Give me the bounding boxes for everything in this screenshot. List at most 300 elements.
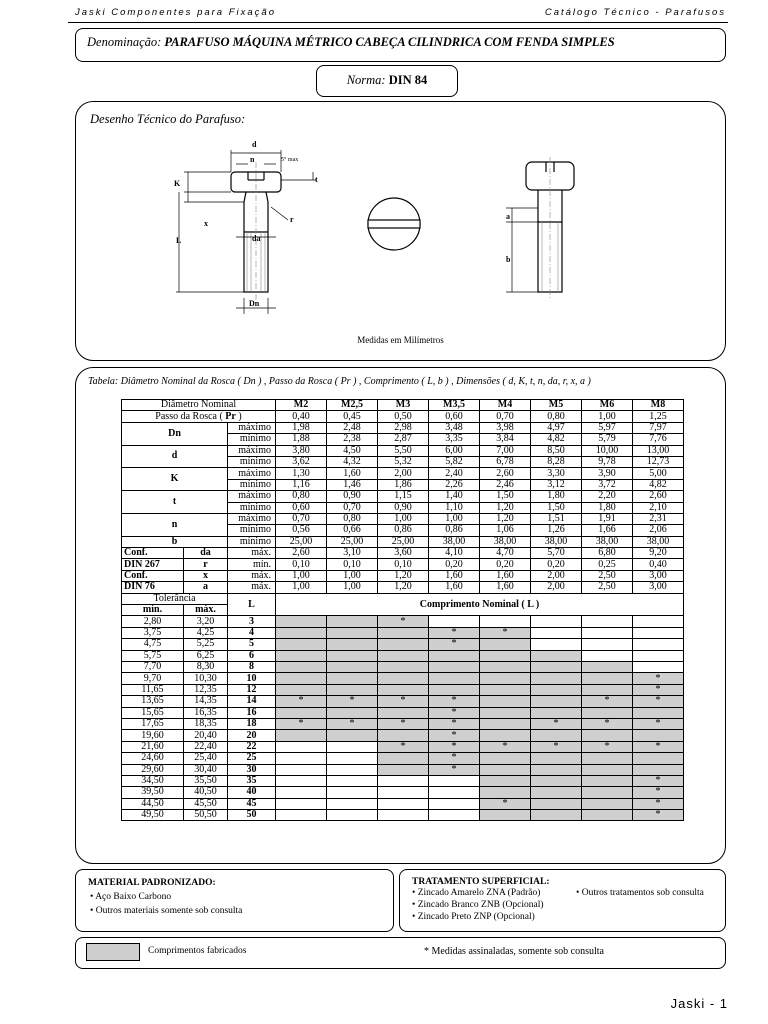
- empty-cell: [276, 764, 327, 775]
- table-cell: 1,60: [429, 582, 480, 593]
- tolerance-max: 40,50: [184, 787, 228, 798]
- length-L: 3: [228, 616, 276, 627]
- material-item: • Aço Baixo Carbono: [90, 892, 172, 902]
- tolerance-max: 45,50: [184, 798, 228, 809]
- table-cell: 13,00: [633, 445, 684, 456]
- length-L: 30: [228, 764, 276, 775]
- fabricated-cell: [480, 639, 531, 650]
- label-t: t: [315, 175, 318, 184]
- fabricated-cell: [480, 775, 531, 786]
- table-cell: 0,20: [531, 559, 582, 570]
- table-cell: 2,46: [480, 479, 531, 490]
- length-L: 14: [228, 696, 276, 707]
- label-d: d: [252, 140, 257, 149]
- table-cell: 1,80: [582, 502, 633, 513]
- table-row: [122, 536, 684, 547]
- table-cell: 2,20: [582, 491, 633, 502]
- fabricated-cell: [429, 684, 480, 695]
- table-cell: 5,97: [582, 422, 633, 433]
- fabricated-cell: [531, 753, 582, 764]
- table-cell: 1,00: [378, 513, 429, 524]
- fabricated-cell: [480, 696, 531, 707]
- table-cell: 38,00: [429, 536, 480, 547]
- table-cell: 1,06: [480, 525, 531, 536]
- table-row: [122, 810, 684, 821]
- table-cell: 2,00: [378, 468, 429, 479]
- fabricated-cell: [582, 753, 633, 764]
- table-cell: 0,90: [378, 502, 429, 513]
- empty-cell: [327, 764, 378, 775]
- empty-cell: [531, 627, 582, 638]
- table-cell: 38,00: [633, 536, 684, 547]
- fabricated-cell: *: [327, 718, 378, 729]
- fabricated-cell: [276, 639, 327, 650]
- dimension-name: n: [122, 513, 228, 536]
- table-row: [122, 513, 684, 524]
- qualifier: máximo: [228, 513, 276, 524]
- tolerance-max: 12,35: [184, 684, 228, 695]
- tolerance-max: 50,50: [184, 810, 228, 821]
- empty-cell: [327, 810, 378, 821]
- fabricated-cell: [378, 673, 429, 684]
- fabricated-cell: *: [480, 627, 531, 638]
- table-cell: 1,20: [480, 513, 531, 524]
- fabricated-cell: [480, 730, 531, 741]
- fabricated-cell: *: [327, 696, 378, 707]
- empty-cell: [378, 775, 429, 786]
- table-row: [122, 673, 684, 684]
- fabricated-cell: [327, 661, 378, 672]
- table-cell: 0,20: [429, 559, 480, 570]
- treatment-box: [399, 869, 726, 932]
- material-title: MATERIAL PADRONIZADO:: [88, 878, 216, 888]
- table-cell: 1,51: [531, 513, 582, 524]
- table-cell: 4,97: [531, 422, 582, 433]
- fabricated-cell: *: [633, 696, 684, 707]
- fabricated-cell: [480, 650, 531, 661]
- fabricated-cell: [327, 730, 378, 741]
- table-row: [122, 411, 684, 422]
- fabricated-cell: [378, 627, 429, 638]
- table-row: [122, 650, 684, 661]
- table-cell: 5,79: [582, 434, 633, 445]
- min-header: mín.: [122, 605, 184, 616]
- fabricated-cell: [327, 673, 378, 684]
- legend-box: [75, 937, 726, 969]
- table-cell: 1,10: [429, 502, 480, 513]
- table-cell: 5,50: [378, 445, 429, 456]
- table-row: [122, 445, 684, 456]
- drawing-panel: [75, 101, 726, 361]
- fabricated-cell: [582, 798, 633, 809]
- fabricated-cell: [276, 673, 327, 684]
- table-cell: 8,50: [531, 445, 582, 456]
- header-company: Jaski Componentes para Fixação: [75, 7, 276, 18]
- empty-cell: [531, 639, 582, 650]
- fabricated-cell: *: [633, 741, 684, 752]
- table-row: [122, 548, 684, 559]
- size-header: M2: [276, 400, 327, 411]
- treatment-extra: • Outros tratamentos sob consulta: [576, 888, 704, 898]
- tolerance-min: 44,50: [122, 798, 184, 809]
- tolerance-max: 8,30: [184, 661, 228, 672]
- qualifier: mínimo: [228, 502, 276, 513]
- tolerance-min: 4,75: [122, 639, 184, 650]
- empty-cell: [582, 639, 633, 650]
- fabricated-cell: *: [429, 764, 480, 775]
- fabricated-cell: [480, 684, 531, 695]
- tolerance-min: 19,60: [122, 730, 184, 741]
- table-cell: 2,50: [582, 582, 633, 593]
- empty-cell: [582, 616, 633, 627]
- table-row: [122, 730, 684, 741]
- table-cell: 2,60: [480, 468, 531, 479]
- conf-symbol: x: [184, 570, 228, 581]
- table-cell: 1,00: [276, 582, 327, 593]
- fabricated-cell: *: [633, 810, 684, 821]
- conf-symbol: a: [184, 582, 228, 593]
- fabricated-cell: [327, 707, 378, 718]
- table-row: [122, 718, 684, 729]
- table-cell: 3,80: [276, 445, 327, 456]
- conf-group: Conf.: [122, 548, 184, 559]
- page-footer: Jaski - 1: [670, 996, 728, 1011]
- table-cell: 0,20: [480, 559, 531, 570]
- table-cell: 1,00: [276, 570, 327, 581]
- empty-cell: [327, 787, 378, 798]
- table-cell: 3,72: [582, 479, 633, 490]
- table-cell: 3,35: [429, 434, 480, 445]
- table-cell: 0,10: [378, 559, 429, 570]
- table-cell: 1,00: [429, 513, 480, 524]
- empty-cell: [327, 775, 378, 786]
- tolerance-min: 21,60: [122, 741, 184, 752]
- size-header: M5: [531, 400, 582, 411]
- empty-cell: [378, 798, 429, 809]
- table-caption: Tabela: Diâmetro Nominal da Rosca ( Dn ) , Passo da Rosca ( Pr ) , Comprimento ( L, b ) , Dimensões ( d, K, t, n, da, r, x, a ): [88, 376, 591, 387]
- tolerance-min: 3,75: [122, 627, 184, 638]
- fabricated-cell: [480, 764, 531, 775]
- tolerance-max: 4,25: [184, 627, 228, 638]
- table-cell: 2,26: [429, 479, 480, 490]
- table-cell: 1,40: [429, 491, 480, 502]
- fabricated-cell: *: [531, 718, 582, 729]
- label-Dn: Dn: [249, 299, 260, 308]
- denomination-label: Denominação:: [87, 35, 162, 49]
- table-cell: 4,70: [480, 548, 531, 559]
- empty-cell: [276, 775, 327, 786]
- qualifier: mínimo: [228, 456, 276, 467]
- fabricated-cell: *: [378, 718, 429, 729]
- empty-cell: [429, 616, 480, 627]
- table-cell: 2,10: [633, 502, 684, 513]
- tolerance-max: 20,40: [184, 730, 228, 741]
- fabricated-cell: [531, 661, 582, 672]
- tolerance-min: 15,65: [122, 707, 184, 718]
- dimension-name: Dn: [122, 422, 228, 445]
- table-cell: 9,78: [582, 456, 633, 467]
- empty-cell: [276, 810, 327, 821]
- table-cell: 2,60: [633, 491, 684, 502]
- fabricated-cell: [582, 764, 633, 775]
- empty-cell: [429, 810, 480, 821]
- table-row: [122, 639, 684, 650]
- tolerance-min: 24,60: [122, 753, 184, 764]
- material-box: [75, 869, 394, 932]
- fabricated-cell: *: [633, 798, 684, 809]
- treatment-item: • Zincado Branco ZNB (Opcional): [412, 900, 544, 910]
- table-cell: 1,50: [480, 491, 531, 502]
- table-cell: 0,50: [378, 411, 429, 422]
- table-cell: 2,00: [531, 582, 582, 593]
- dimension-table-panel: [75, 367, 726, 864]
- table-cell: 3,00: [633, 582, 684, 593]
- size-header: M2,5: [327, 400, 378, 411]
- table-cell: 8,28: [531, 456, 582, 467]
- fabricated-cell: [531, 696, 582, 707]
- fabricated-cell: [633, 753, 684, 764]
- table-cell: 7,00: [480, 445, 531, 456]
- table-cell: 5,00: [633, 468, 684, 479]
- table-cell: 0,25: [582, 559, 633, 570]
- table-cell: 3,62: [276, 456, 327, 467]
- empty-cell: [582, 650, 633, 661]
- qualifier: máximo: [228, 468, 276, 479]
- table-cell: 1,30: [276, 468, 327, 479]
- fabricated-cell: [582, 810, 633, 821]
- table-row: [122, 422, 684, 433]
- label-a: a: [506, 212, 510, 221]
- max-header: máx.: [184, 605, 228, 616]
- length-L: 16: [228, 707, 276, 718]
- denomination-value: PARAFUSO MÁQUINA MÉTRICO CABEÇA CILINDRICA COM FENDA SIMPLES: [164, 35, 615, 49]
- table-cell: 4,32: [327, 456, 378, 467]
- dimension-name: K: [122, 468, 228, 491]
- tolerance-min: 11,65: [122, 684, 184, 695]
- empty-cell: [582, 627, 633, 638]
- norma-label: Norma:: [346, 73, 386, 87]
- fabricated-cell: [429, 673, 480, 684]
- tolerance-min: 29,60: [122, 764, 184, 775]
- tolerance-min: 5,75: [122, 650, 184, 661]
- table-cell: 1,46: [327, 479, 378, 490]
- fabricated-cell: *: [429, 730, 480, 741]
- fabricated-cell: [276, 627, 327, 638]
- empty-cell: [633, 661, 684, 672]
- screw-technical-drawing: [76, 102, 725, 332]
- table-row: [122, 491, 684, 502]
- table-cell: 0,90: [327, 491, 378, 502]
- length-L: 25: [228, 753, 276, 764]
- tolerance-max: 22,40: [184, 741, 228, 752]
- table-cell: 7,97: [633, 422, 684, 433]
- table-cell: 4,10: [429, 548, 480, 559]
- table-cell: 2,48: [327, 422, 378, 433]
- table-cell: 1,50: [531, 502, 582, 513]
- table-row: [122, 775, 684, 786]
- empty-cell: [276, 753, 327, 764]
- table-cell: 1,00: [327, 570, 378, 581]
- fabricated-cell: [276, 707, 327, 718]
- fabricated-cell: [531, 650, 582, 661]
- fabricated-cell: [429, 650, 480, 661]
- L-header: L: [228, 593, 276, 616]
- empty-cell: [276, 798, 327, 809]
- fabricated-cell: *: [633, 787, 684, 798]
- fabricated-cell: *: [633, 684, 684, 695]
- table-cell: 1,20: [378, 570, 429, 581]
- fabricated-cell: [582, 707, 633, 718]
- qualifier: máx.: [228, 570, 276, 581]
- empty-cell: [480, 616, 531, 627]
- qualifier: máx.: [228, 548, 276, 559]
- fabricated-cell: [378, 730, 429, 741]
- table-cell: 3,90: [582, 468, 633, 479]
- table-cell: 5,70: [531, 548, 582, 559]
- table-row: [122, 616, 684, 627]
- tolerance-max: 35,50: [184, 775, 228, 786]
- table-cell: 0,40: [633, 559, 684, 570]
- fabricated-cell: [582, 673, 633, 684]
- table-row: [122, 627, 684, 638]
- length-L: 18: [228, 718, 276, 729]
- fabricated-cell: [582, 787, 633, 798]
- qualifier: máx.: [228, 582, 276, 593]
- table-row: [122, 696, 684, 707]
- fabricated-cell: [480, 718, 531, 729]
- table-cell: 1,66: [582, 525, 633, 536]
- table-row: [122, 570, 684, 581]
- length-L: 12: [228, 684, 276, 695]
- fabricated-cell: *: [633, 775, 684, 786]
- table-cell: 3,00: [633, 570, 684, 581]
- fabricated-cell: [480, 810, 531, 821]
- table-cell: 0,80: [276, 491, 327, 502]
- table-cell: 25,00: [378, 536, 429, 547]
- tolerance-max: 18,35: [184, 718, 228, 729]
- table-cell: 38,00: [480, 536, 531, 547]
- legend-note: * Medidas assinaladas, somente sob consulta: [424, 946, 604, 957]
- length-L: 10: [228, 673, 276, 684]
- qualifier: mínimo: [228, 525, 276, 536]
- table-cell: 0,86: [429, 525, 480, 536]
- fabricated-cell: *: [480, 798, 531, 809]
- table-cell: 1,00: [582, 411, 633, 422]
- fabricated-cell: *: [429, 718, 480, 729]
- dimension-name: t: [122, 491, 228, 514]
- fabricated-cell: *: [582, 741, 633, 752]
- tolerance-label: Tolerância: [122, 593, 228, 604]
- fabricated-cell: [582, 661, 633, 672]
- table-row: [122, 400, 684, 411]
- fabricated-cell: [531, 730, 582, 741]
- length-L: 22: [228, 741, 276, 752]
- conf-group: DIN 76: [122, 582, 184, 593]
- table-cell: 0,66: [327, 525, 378, 536]
- table-cell: 3,98: [480, 422, 531, 433]
- fabricated-cell: [480, 661, 531, 672]
- legend-fabricated: Comprimentos fabricados: [148, 946, 247, 956]
- fabricated-cell: [582, 775, 633, 786]
- size-header: M6: [582, 400, 633, 411]
- dimension-table: [121, 399, 684, 821]
- size-header: M3: [378, 400, 429, 411]
- table-cell: 2,60: [276, 548, 327, 559]
- empty-cell: [633, 639, 684, 650]
- table-cell: 0,70: [276, 513, 327, 524]
- fabricated-cell: [378, 639, 429, 650]
- treatment-item: • Zincado Preto ZNP (Opcional): [412, 912, 535, 922]
- fabricated-cell: [378, 650, 429, 661]
- table-cell: 0,80: [531, 411, 582, 422]
- empty-cell: [633, 616, 684, 627]
- treatment-item: • Zincado Amarelo ZNA (Padrão): [412, 888, 541, 898]
- fabricated-cell: [531, 684, 582, 695]
- table-cell: 6,80: [582, 548, 633, 559]
- table-cell: 5,82: [429, 456, 480, 467]
- fabricated-cell: [276, 616, 327, 627]
- fabricated-cell: *: [276, 718, 327, 729]
- empty-cell: [429, 798, 480, 809]
- table-cell: 2,98: [378, 422, 429, 433]
- length-L: 5: [228, 639, 276, 650]
- qualifier: mínimo: [228, 434, 276, 445]
- fabricated-cell: [327, 639, 378, 650]
- table-cell: 0,56: [276, 525, 327, 536]
- table-cell: 1,60: [480, 582, 531, 593]
- tolerance-max: 5,25: [184, 639, 228, 650]
- tolerance-max: 3,20: [184, 616, 228, 627]
- table-row: [122, 787, 684, 798]
- fabricated-cell: [480, 787, 531, 798]
- fabricated-cell: [276, 661, 327, 672]
- table-cell: 2,31: [633, 513, 684, 524]
- table-cell: 1,88: [276, 434, 327, 445]
- tolerance-min: 7,70: [122, 661, 184, 672]
- header-catalog: Catálogo Técnico - Parafusos: [544, 7, 726, 18]
- empty-cell: [276, 741, 327, 752]
- table-cell: 2,40: [429, 468, 480, 479]
- qualifier: máximo: [228, 445, 276, 456]
- label-angle: 5° max: [281, 157, 299, 163]
- tolerance-min: 2,80: [122, 616, 184, 627]
- empty-cell: [633, 650, 684, 661]
- table-row: [122, 764, 684, 775]
- table-row: [122, 661, 684, 672]
- table-cell: 1,15: [378, 491, 429, 502]
- denomination-text: [87, 35, 615, 50]
- fabricated-cell: [327, 650, 378, 661]
- table-cell: 1,91: [582, 513, 633, 524]
- fabricated-cell: [633, 707, 684, 718]
- norma-box: [316, 65, 458, 97]
- label-n: n: [250, 155, 255, 164]
- table-row: [122, 684, 684, 695]
- fabricated-cell: *: [429, 753, 480, 764]
- passo-label: Passo da Rosca ( Pr ): [122, 411, 276, 422]
- table-cell: 2,38: [327, 434, 378, 445]
- fabricated-cell: [633, 730, 684, 741]
- fabricated-cell: [378, 707, 429, 718]
- fabricated-cell: [480, 753, 531, 764]
- table-cell: 10,00: [582, 445, 633, 456]
- qualifier: mínimo: [228, 536, 276, 547]
- table-cell: 0,40: [276, 411, 327, 422]
- table-cell: 25,00: [276, 536, 327, 547]
- empty-cell: [429, 775, 480, 786]
- conf-group: Conf.: [122, 570, 184, 581]
- fabricated-cell: *: [378, 741, 429, 752]
